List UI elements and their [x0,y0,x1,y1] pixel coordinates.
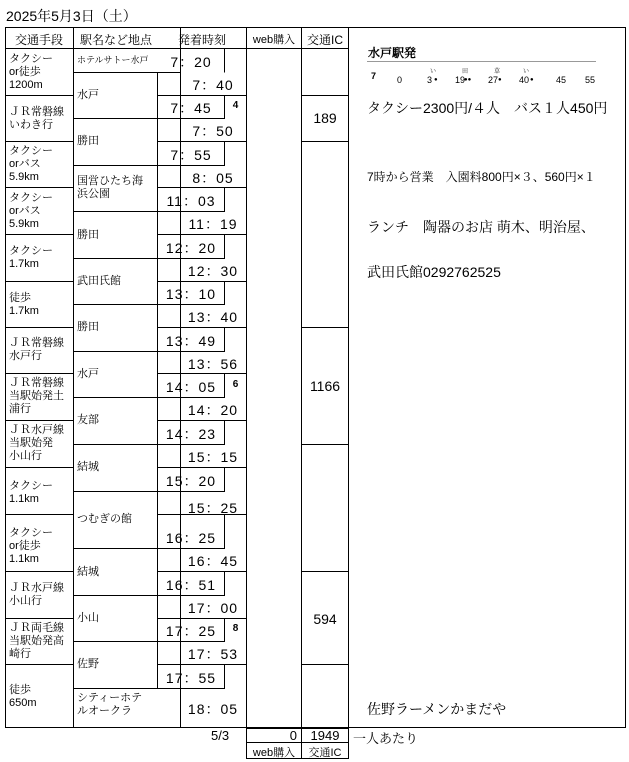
timetable-minute: 3 [427,75,433,85]
transport-label: タクシー orバス 5.9km [9,145,53,183]
timetable-minute: 27 [488,75,499,85]
station-name: 結城 [77,461,99,473]
footer-web-label: web購入 [252,747,296,759]
station-name: 小山 [77,612,99,624]
transport-label: ＪＲ常磐線 当駅始発土 浦行 [9,377,64,415]
transport-label: タクシー 1.7km [9,245,53,270]
station-name: 友部 [77,414,99,426]
time-cell: 17：00 [187,600,239,616]
time-cell: 17：55 [165,670,217,686]
ic-fare: 189 [313,110,337,126]
station-name: つむぎの館 [77,513,132,525]
platform-number: 8 [232,623,239,634]
note-park: 7時から営業 入園料800円×３、560円×１ [367,170,596,184]
time-cell: 14：20 [187,402,239,418]
footer-ic-label: 交通IC [308,747,342,759]
station-name: 結城 [77,566,99,578]
time-cell: 7：20 [170,54,212,70]
time-cell: 12：20 [165,240,217,256]
time-cell: 16：51 [165,577,217,593]
note-ramen: 佐野ラーメンかまだや [367,701,507,717]
station-name: 武田氏館 [77,275,121,287]
transport-label: 徒歩 650m [9,684,37,709]
timetable-title: 水戸駅発 [368,46,417,60]
time-cell: 14：05 [165,379,217,395]
footer-date: 5/3 [211,728,230,743]
timetable-dot: ● [434,77,438,83]
transport-label: タクシー orバス 5.9km [9,192,53,230]
platform-number: 4 [232,100,239,111]
footer-ic-total: 1949 [310,728,340,743]
platform-number: 6 [232,379,239,390]
time-cell: 12：30 [187,263,239,279]
transport-label: ＪＲ水戸線 当駅始発 小山行 [9,424,64,462]
station-name: 勝田 [77,229,99,241]
station-name: 国営ひたち海 浜公園 [77,175,143,200]
transport-label: ＪＲ水戸線 小山行 [9,582,64,607]
time-cell: 11：03 [166,193,216,209]
ic-fare: 594 [313,611,337,627]
note-taxi-bus: タクシー2300円/４人 バス１人450円 [367,100,608,116]
ic-fare: 1166 [309,378,341,394]
transport-label: 徒歩 1.7km [9,292,39,317]
transport-label: タクシー 1.1km [9,480,53,505]
time-cell: 15：20 [165,473,217,489]
header-times: 発着時刻 [177,33,226,47]
footer-web-total: 0 [289,728,297,743]
page-title: 2025年5月3日（土） [6,8,137,24]
time-cell: 17：53 [187,646,239,662]
timetable-mark: 草 [494,69,501,75]
timetable-mark: い [430,69,437,75]
time-cell: 7：55 [170,147,212,163]
station-name: 水戸 [77,89,99,101]
time-cell: 13：40 [187,309,239,325]
station-name: 勝田 [77,321,99,333]
time-cell: 15：15 [187,449,239,465]
time-cell: 15：25 [187,500,239,516]
transport-label: ＪＲ常磐線 いわき行 [9,106,64,131]
time-cell: 8：05 [192,170,234,186]
time-cell: 13：10 [165,286,217,302]
header-web: web購入 [252,34,296,46]
header-station: 駅名など地点 [79,33,152,47]
station-name: シティーホテ ルオークラ [77,692,143,717]
time-cell: 14：23 [165,426,217,442]
time-cell: 13：49 [165,333,217,349]
timetable-minute: 45 [556,75,567,85]
station-name: 水戸 [77,368,99,380]
time-cell: 13：56 [187,356,239,372]
header-ic: 交通IC [306,33,343,47]
time-cell: 7：40 [192,77,234,93]
station-name: ホテルサトー水戸 [77,55,149,65]
footer-per-person: 一人あたり [353,731,419,746]
timetable-dot: ● [530,77,534,83]
timetable-minute: 0 [397,75,403,85]
timetable-hour: 7 [371,71,377,81]
note-takeda: 武田氏館0292762525 [367,264,501,280]
timetable-mark: い [523,69,530,75]
timetable-minute: 55 [585,75,596,85]
time-cell: 17：25 [165,623,217,639]
timetable-minute: 40 [519,75,530,85]
time-cell: 18：05 [187,701,239,717]
header-transport: 交通手段 [14,33,63,47]
timetable-mark: 田 [462,69,469,75]
transport-label: ＪＲ両毛線 当駅始発高 崎行 [9,622,64,660]
timetable-dot: ● [498,77,502,83]
station-name: 佐野 [77,658,99,670]
transport-label: ＪＲ常磐線 水戸行 [9,337,64,362]
time-cell: 11：19 [188,216,238,232]
timetable-minute: 19 [455,75,466,85]
transport-label: タクシー or徒歩 1200m [9,53,53,91]
timetable-dot: ●● [464,77,472,83]
time-cell: 16：25 [165,530,217,546]
time-cell: 7：45 [170,100,212,116]
note-lunch: ランチ 陶器のお店 萌木、明治屋、 [367,219,595,235]
time-cell: 16：45 [187,553,239,569]
time-cell: 7：50 [192,123,234,139]
station-name: 勝田 [77,135,99,147]
transport-label: タクシー or徒歩 1.1km [9,527,53,565]
